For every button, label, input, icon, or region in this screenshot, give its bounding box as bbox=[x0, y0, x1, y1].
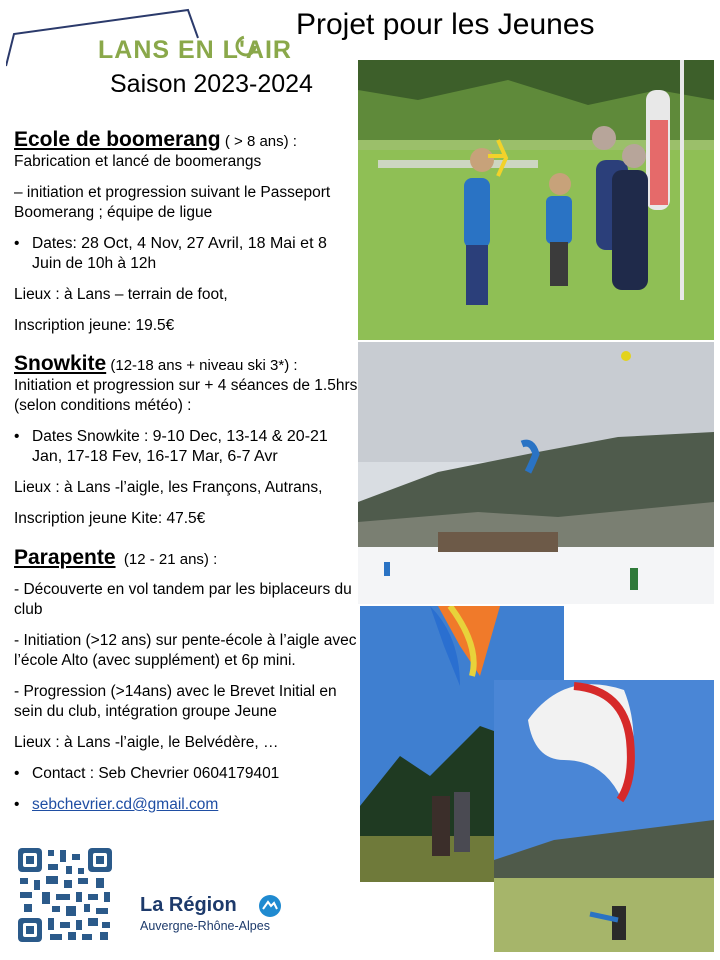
snowkite-description: Initiation et progression sur + 4 séances de 1.5hrs (selon conditions météo) : bbox=[14, 377, 358, 414]
snowkite-photo bbox=[358, 342, 714, 604]
logo-text: LANS EN L'AIR bbox=[98, 36, 292, 64]
boomerang-section bbox=[14, 130, 360, 336]
snowkite-title: Snowkite bbox=[14, 352, 107, 375]
boomerang-description: Fabrication et lancé de boomerangs bbox=[14, 153, 262, 170]
parapente-progression: - Progression (>14ans) avec le Brevet Initial en sein du club, intégration groupe Jeune bbox=[14, 683, 337, 720]
region-subtitle: Auvergne-Rhône-Alpes bbox=[140, 919, 270, 933]
boomerang-dates-list: 28 Oct, 4 Nov, 27 Avril, 18 Mai et 8 Juin bbox=[32, 235, 327, 272]
snowkite-dates: • Dates Snowkite : 9-10 Dec, 13-14 & 20-21 Jan, 17-18 Fev, 16-17 Mar, 6-7 Avr bbox=[14, 427, 360, 467]
region-logo bbox=[140, 894, 270, 933]
parapente-title: Parapente bbox=[14, 546, 116, 569]
snowkite-dates-list: 9-10 Dec, 13-14 & 20-21 Jan, 17-18 Fev, 16-17 Mar, 6-7 Avr bbox=[32, 428, 328, 465]
parapente-discovery: - Découverte en vol tandem par les biplaceurs du club bbox=[14, 581, 352, 618]
boomerang-place: Lieux : à Lans – terrain de foot, bbox=[14, 286, 228, 303]
boomerang-progression: – initiation et progression suivant le Passeport Boomerang ; équipe de ligue bbox=[14, 184, 331, 221]
region-name: La Région bbox=[140, 894, 237, 916]
qr-code[interactable] bbox=[16, 846, 114, 944]
boomerang-title: Ecole de boomerang bbox=[14, 128, 221, 151]
parapente-photo-right bbox=[494, 680, 714, 952]
season-subtitle: Saison 2023-2024 bbox=[110, 70, 313, 98]
email-link[interactable]: sebchevrier.cd@gmail.com bbox=[32, 796, 219, 813]
boomerang-photo bbox=[358, 60, 714, 340]
parapente-section bbox=[14, 548, 360, 815]
email-item bbox=[14, 795, 360, 815]
parapente-age: (12 - 21 ans) : bbox=[123, 551, 218, 568]
snowkite-section bbox=[14, 354, 360, 529]
club-logo bbox=[6, 8, 296, 68]
snowkite-age: (12-18 ans + niveau ski 3*) : bbox=[106, 357, 298, 374]
boomerang-dates: • Dates: 28 Oct, 4 Nov, 27 Avril, 18 Mai et 8 Juin de 10h à 12h bbox=[14, 234, 360, 274]
snowkite-place: Lieux : à Lans -l’aigle, les Françons, Autrans, bbox=[14, 479, 323, 496]
page-title: Projet pour les Jeunes bbox=[296, 8, 595, 41]
parapente-initiation: - Initiation (>12 ans) sur pente-école à l’aigle avec l’école Alto (avec supplément) et 6p mini. bbox=[14, 632, 357, 669]
region-emblem-icon bbox=[258, 894, 282, 918]
boomerang-price: Inscription jeune: 19.5€ bbox=[14, 317, 175, 334]
parapente-place: Lieux : à Lans -l’aigle, le Belvédère, … bbox=[14, 734, 279, 751]
boomerang-age: ( > 8 ans) : bbox=[224, 133, 297, 150]
contact-line: • Contact : Seb Chevrier 0604179401 bbox=[14, 764, 360, 784]
snowkite-price: Inscription jeune Kite: 47.5€ bbox=[14, 510, 206, 527]
